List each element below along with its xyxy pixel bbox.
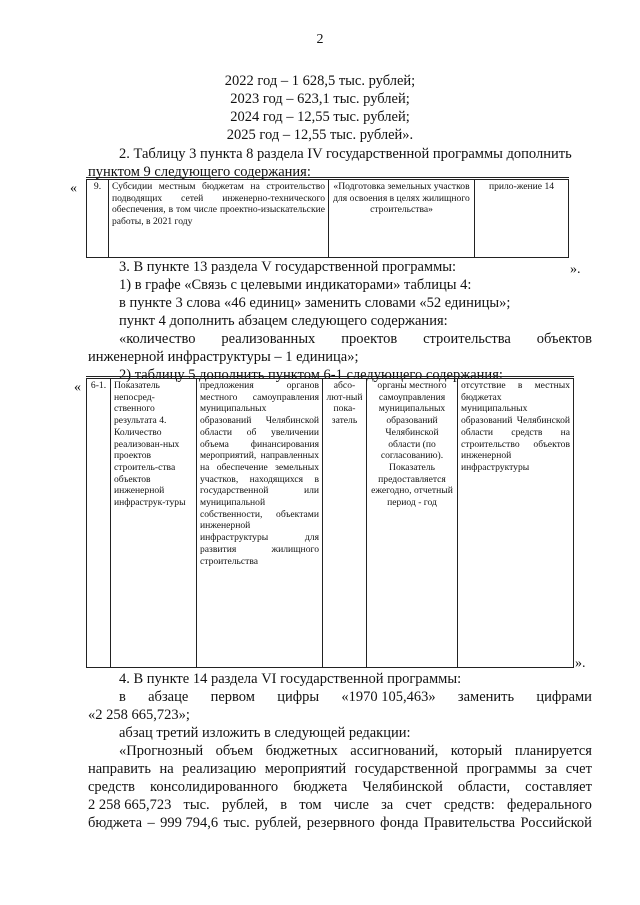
quote-end: инженерной инфраструктуры – 1 единица»;	[88, 349, 359, 365]
financing-line: 2022 год – 1 628,5 тыс. рублей;	[224, 73, 416, 89]
table5-note: отсутствие в местных бюджетах муниципальных образований Челябинской области средств на строительство объектов инженерной инфраструктуры	[458, 378, 574, 668]
abz-line: в абзаце первом цифры «1970 105,463» заменить цифрами	[119, 689, 592, 705]
open-quote: «	[70, 181, 77, 196]
close-quote: ».	[575, 656, 586, 671]
item3-2-line: 2) таблицу 5 дополнить пунктом 6-1 следующего содержания:	[119, 367, 503, 383]
item2-line2: пунктом 9 следующего содержания:	[88, 164, 311, 180]
abz-line2: «2 258 665,723»;	[88, 707, 190, 723]
table5-proposals: предложения органов местного самоуправления муниципальных образований Челябинской области об увеличении объема финансирования мероприятий, направленных на обеспечение земельных участков, находящихся в государственной или муниципальной собственности, объектами инженерной инфраструктуры для развития жилищного строительства	[197, 378, 323, 668]
table3-insert	[86, 177, 569, 258]
open-quote: «	[74, 380, 81, 395]
item3-line: в пункте 3 слова «46 единиц» заменить словами «52 единицы»;	[119, 295, 511, 311]
page-number: 2	[316, 32, 324, 47]
item3-line: 3. В пункте 13 раздела V государственной программы:	[119, 259, 457, 275]
table3-link: «Подготовка земельных участков для освоения в целях жилищного строительства»	[329, 179, 475, 258]
financing-line: 2023 год – 623,1 тыс. рублей;	[230, 91, 410, 107]
item3-line: пункт 4 дополнить абзацем следующего содержания:	[119, 313, 448, 329]
final-line: 2 258 665,723 тыс. рублей, в том числе за счет средств: федерального	[88, 797, 592, 813]
financing-line: 2025 год – 12,55 тыс. рублей».	[226, 127, 414, 143]
table5-num: 6-1.	[87, 378, 111, 668]
quote-line: «количество реализованных проектов строительства объектов	[119, 331, 592, 347]
item2-line1: 2. Таблицу 3 пункта 8 раздела IV государственной программы дополнить	[119, 146, 572, 162]
table5-unit: абсо-лют-ный пока-затель	[323, 378, 367, 668]
final-line: направить на реализацию мероприятий государственной программы за счет	[88, 761, 592, 777]
table5-insert	[86, 376, 574, 668]
final-line: бюджета – 999 794,6 тыс. рублей, резервного фонда Правительства Российской	[88, 815, 592, 831]
table3-appendix: прило-жение 14	[475, 179, 569, 258]
final-line: средств консолидированного бюджета Челябинской области, составляет	[88, 779, 592, 795]
table3-num: 9.	[87, 179, 109, 258]
final-line: «Прогнозный объем бюджетных ассигнований, который планируется	[119, 743, 592, 759]
financing-line: 2024 год – 12,55 тыс. рублей;	[230, 109, 410, 125]
close-quote: ».	[570, 262, 581, 277]
item3-line: 1) в графе «Связь с целевыми индикаторами» таблицы 4:	[119, 277, 472, 293]
table5-source: органы местного самоуправления муниципальных образований Челябинской области (по согласованию). Показатель предоставляется ежегодно, отчетный период - год	[367, 378, 458, 668]
abz3-line: абзац третий изложить в следующей редакции:	[119, 725, 411, 741]
table3-name: Субсидии местным бюджетам на строительство подводящих сетей инженерно-технического обеспечения, в том числе проектно-изыскательские работы, в 2021 году	[109, 179, 329, 258]
table5-indicator: Показатель непосред-ственного результата 4. Количество реализован-ных проектов строитель-ства объектов инженерной инфраструк-туры	[111, 378, 197, 668]
item4-line: 4. В пункте 14 раздела VI государственной программы:	[119, 671, 462, 687]
